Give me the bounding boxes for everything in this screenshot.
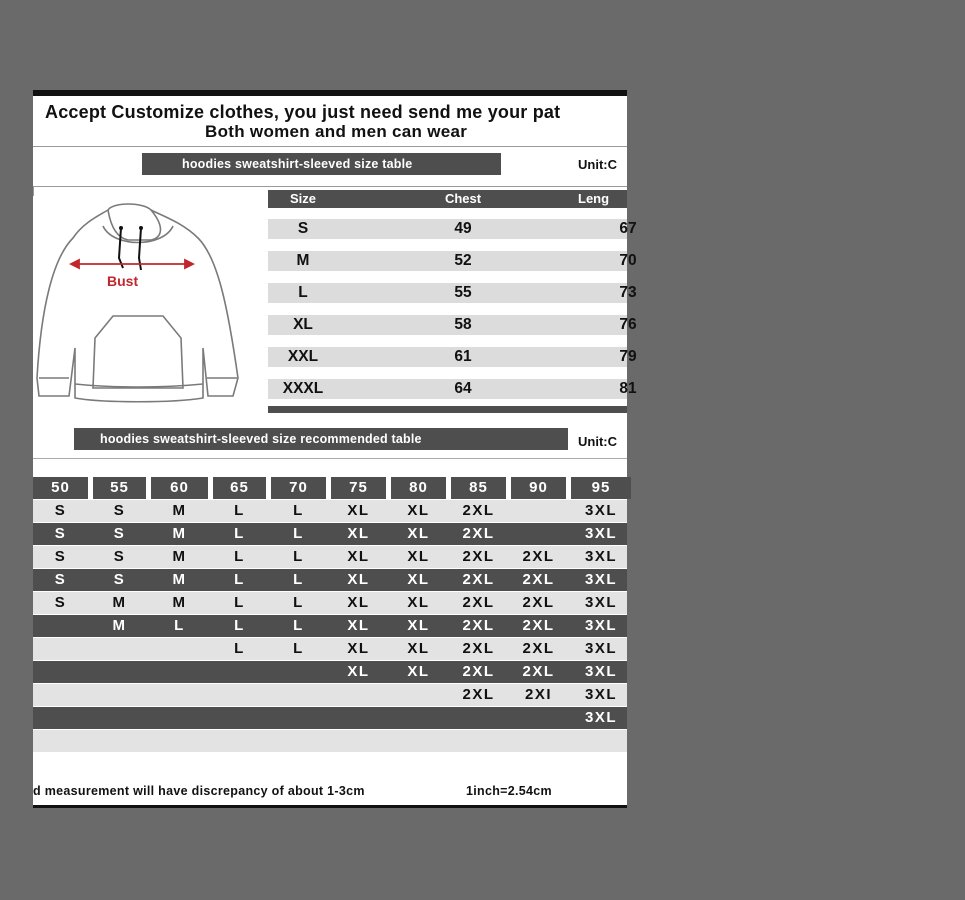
recommended-size-cell: M: [172, 525, 187, 542]
weight-column-header: 55: [93, 477, 146, 499]
recommended-size-cell: 2XI: [524, 686, 552, 703]
recommended-size-cell: XL: [407, 594, 430, 611]
recommended-size-cell: S: [54, 594, 67, 611]
size-row: [268, 347, 637, 367]
recommended-size-cell: 2XL: [522, 640, 555, 657]
recommended-row: [33, 638, 627, 660]
recommended-size-cell: 2XL: [522, 663, 555, 680]
recommended-size-cell: 3XL: [584, 663, 617, 680]
size-row: [268, 315, 637, 335]
header-divider: [33, 146, 627, 147]
recommended-size-cell: 3XL: [584, 594, 617, 611]
conversion-note: 1inch=2.54cm: [466, 784, 552, 798]
section-divider-tick: [33, 186, 34, 196]
col-chest: Chest: [444, 191, 482, 206]
weight-column-header: 85: [451, 477, 506, 499]
weight-column-header: 80: [391, 477, 446, 499]
recommended-size-cell: M: [172, 594, 187, 611]
recommended-size-cell: S: [113, 548, 126, 565]
length-cell: 70: [619, 252, 637, 269]
recommended-row: [33, 615, 627, 637]
recommended-size-cell: L: [234, 571, 245, 588]
size-cell: L: [298, 284, 308, 301]
length-cell: 67: [619, 220, 637, 237]
recommended-table-title-text: hoodies sweatshirt-sleeved size recommended table: [100, 432, 422, 446]
recommended-row: [33, 707, 627, 729]
weight-column-header: 65: [213, 477, 266, 499]
size-row: [268, 379, 637, 399]
section-divider: [33, 186, 627, 187]
recommended-size-cell: 3XL: [584, 709, 617, 726]
recommended-size-cell: M: [112, 617, 127, 634]
recommended-size-cell: 2XL: [522, 594, 555, 611]
recommended-size-cell: XL: [407, 617, 430, 634]
size-row: [268, 251, 637, 271]
col-size: Size: [289, 191, 316, 206]
recommended-divider: [33, 458, 627, 459]
recommended-size-cell: XL: [407, 640, 430, 657]
recommended-size-cell: XL: [407, 502, 430, 519]
chest-cell: 52: [454, 252, 472, 269]
size-row: [268, 283, 637, 303]
recommended-size-cell: 3XL: [584, 548, 617, 565]
recommended-size-cell: S: [54, 571, 67, 588]
recommended-size-cell: L: [293, 640, 304, 657]
recommended-size-cell: 3XL: [584, 525, 617, 542]
size-table-unit: Unit:C: [578, 157, 617, 172]
recommended-size-cell: XL: [347, 525, 370, 542]
size-table-footer-bar: [268, 406, 627, 413]
recommended-row: [33, 500, 627, 522]
weight-column-header: 70: [271, 477, 326, 499]
recommended-size-cell: XL: [407, 571, 430, 588]
recommended-size-cell: L: [234, 525, 245, 542]
hoodie-diagram-icon: [33, 198, 248, 413]
recommended-size-cell: XL: [347, 502, 370, 519]
recommended-size-cell: 2XL: [462, 663, 495, 680]
recommended-size-cell: XL: [347, 548, 370, 565]
weight-column-header: 95: [571, 477, 631, 499]
recommended-size-cell: 2XL: [522, 548, 555, 565]
recommended-size-cell: XL: [347, 571, 370, 588]
recommended-size-cell: L: [234, 594, 245, 611]
size-row: [268, 219, 637, 239]
recommended-size-cell: L: [293, 594, 304, 611]
recommended-size-cell: 2XL: [462, 502, 495, 519]
weight-column-header: 50: [33, 477, 88, 499]
recommended-row: [33, 684, 627, 706]
recommended-size-cell: L: [234, 548, 245, 565]
recommended-size-cell: XL: [407, 548, 430, 565]
discrepancy-note: d measurement will have discrepancy of about 1-3cm: [33, 784, 365, 798]
recommended-size-cell: XL: [347, 594, 370, 611]
header-line-1: Accept Customize clothes, you just need send me your pat: [45, 102, 561, 122]
recommended-size-cell: 3XL: [584, 617, 617, 634]
recommended-size-cell: 2XL: [522, 571, 555, 588]
recommended-size-cell: L: [174, 617, 185, 634]
recommended-size-cell: M: [172, 502, 187, 519]
bottom-border: [33, 805, 627, 808]
recommended-table-title: [74, 428, 568, 450]
recommended-size-cell: M: [112, 594, 127, 611]
recommended-size-cell: L: [293, 571, 304, 588]
size-chart-sheet: [33, 90, 637, 808]
recommended-row: [33, 661, 627, 683]
chest-cell: 58: [454, 316, 472, 333]
chest-cell: 64: [454, 380, 472, 397]
chest-cell: 55: [454, 284, 472, 301]
recommended-size-cell: 2XL: [462, 548, 495, 565]
recommended-size-cell: M: [172, 571, 187, 588]
size-table-title: [142, 153, 501, 175]
recommended-size-cell: L: [234, 640, 245, 657]
recommended-size-cell: XL: [347, 640, 370, 657]
recommended-size-cell: L: [293, 548, 304, 565]
recommended-size-cell: 2XL: [462, 617, 495, 634]
recommended-size-cell: XL: [347, 663, 370, 680]
recommended-size-cell: S: [113, 525, 126, 542]
recommended-size-cell: S: [54, 548, 67, 565]
recommended-size-cell: 3XL: [584, 571, 617, 588]
weight-column-header: 60: [151, 477, 208, 499]
chest-cell: 61: [454, 348, 472, 365]
weight-column-header: 90: [511, 477, 566, 499]
recommended-size-cell: L: [234, 617, 245, 634]
recommended-size-cell: XL: [347, 617, 370, 634]
bust-label: Bust: [107, 273, 139, 289]
recommended-size-cell: L: [293, 617, 304, 634]
recommended-size-cell: 2XL: [462, 525, 495, 542]
recommended-row: [33, 592, 627, 614]
recommended-size-cell: S: [113, 571, 126, 588]
size-table-header: [268, 190, 627, 208]
recommended-size-cell: 3XL: [584, 640, 617, 657]
recommended-size-cell: S: [54, 502, 67, 519]
chest-cell: 49: [454, 220, 472, 237]
recommended-size-cell: XL: [407, 663, 430, 680]
recommended-row: [33, 730, 627, 752]
recommended-size-cell: 2XL: [462, 594, 495, 611]
recommended-row: [33, 523, 627, 545]
top-border: [33, 90, 627, 96]
recommended-size-cell: 3XL: [584, 686, 617, 703]
size-cell: XXXL: [282, 380, 324, 397]
recommended-row: [33, 569, 627, 591]
length-cell: 81: [619, 380, 637, 397]
recommended-size-cell: 2XL: [462, 571, 495, 588]
size-cell: XL: [293, 316, 313, 333]
recommended-size-cell: 2XL: [462, 686, 495, 703]
recommended-size-cell: S: [113, 502, 126, 519]
recommended-size-cell: 2XL: [462, 640, 495, 657]
col-length: Leng: [578, 191, 610, 206]
recommended-table-unit: Unit:C: [578, 434, 617, 449]
recommended-size-cell: S: [54, 525, 67, 542]
length-cell: 73: [619, 284, 637, 301]
recommended-row: [33, 546, 627, 568]
size-cell: M: [296, 252, 310, 269]
weight-column-header: 75: [331, 477, 386, 499]
recommended-size-cell: L: [234, 502, 245, 519]
recommended-size-cell: L: [293, 502, 304, 519]
length-cell: 79: [619, 348, 637, 365]
recommended-size-cell: M: [172, 548, 187, 565]
recommended-size-cell: 3XL: [584, 502, 617, 519]
recommended-size-cell: XL: [407, 525, 430, 542]
size-cell: XXL: [287, 348, 319, 365]
size-table-title-text: hoodies sweatshirt-sleeved size table: [182, 157, 413, 171]
length-cell: 76: [619, 316, 637, 333]
recommended-size-cell: 2XL: [522, 617, 555, 634]
header-line-2: Both women and men can wear: [205, 122, 468, 141]
size-cell: S: [297, 220, 309, 237]
recommended-size-cell: L: [293, 525, 304, 542]
